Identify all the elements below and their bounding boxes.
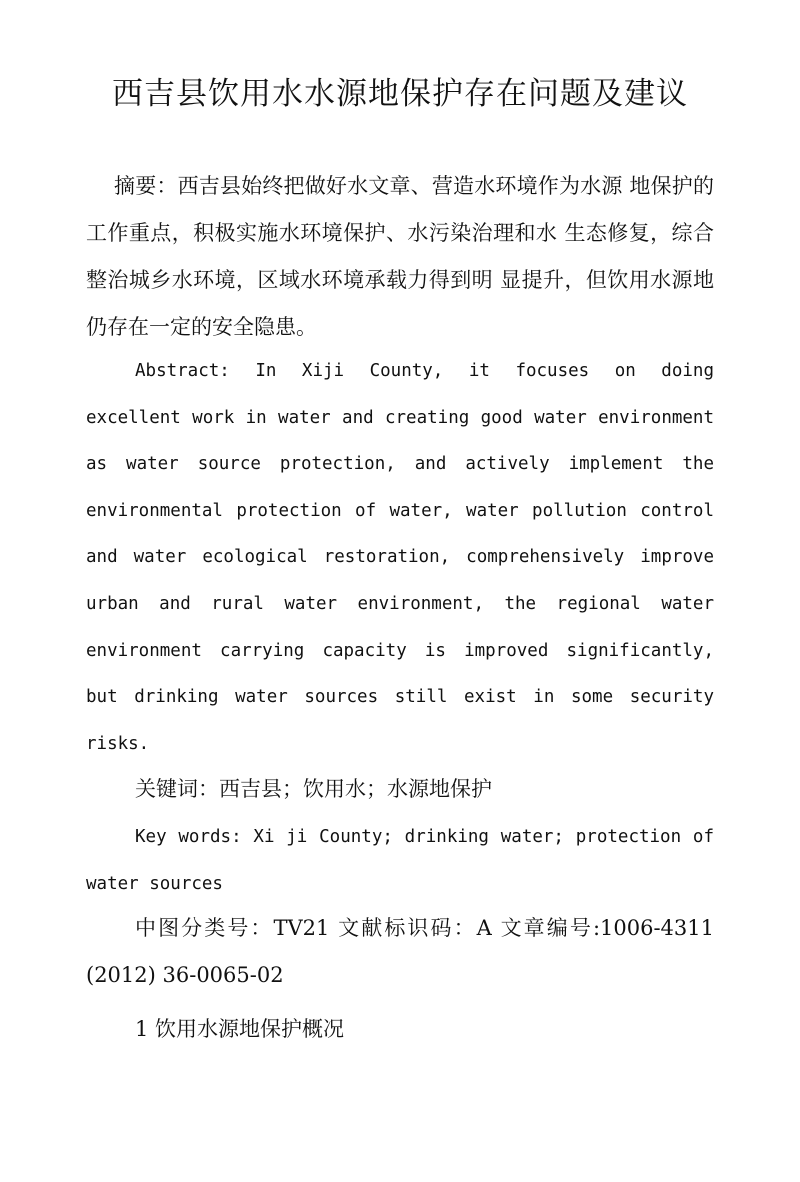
abstract-chinese: 摘要：西吉县始终把做好水文章、营造水环境作为水源 地保护的工作重点，积极实施水环境保护、水污染治理和水 生态修复，综合整治城乡水环境，区域水环境承载力得到明 显提升，但饮用水源地仍存在一定的安全隐患。 — [86, 174, 714, 339]
keywords-chinese: 关键词：西吉县；饮用水；水源地保护 — [135, 777, 492, 801]
section-heading: 1 饮用水源地保护概况 — [135, 1017, 345, 1041]
keywords-english: Key words: Xi ji County; drinking water; protection of water sources — [86, 827, 714, 894]
document-title: 西吉县饮用水水源地保护存在问题及建议 — [112, 76, 688, 112]
classification-info: 中图分类号：TV21 文献标识码：A 文章编号:1006-4311 (2012) 36-0065-02 — [86, 916, 714, 987]
abstract-english: Abstract: In Xiji County, it focuses on doing excellent work in water and creating good water environment as water source protection, and actively implement the environmental protection of water, water pollution control and water ecological restoration, comprehensively improve urban and rural water environment, the regional water environment carrying capacity is improved significantly, but drinking water sources still exist in some security risks. — [86, 361, 714, 754]
